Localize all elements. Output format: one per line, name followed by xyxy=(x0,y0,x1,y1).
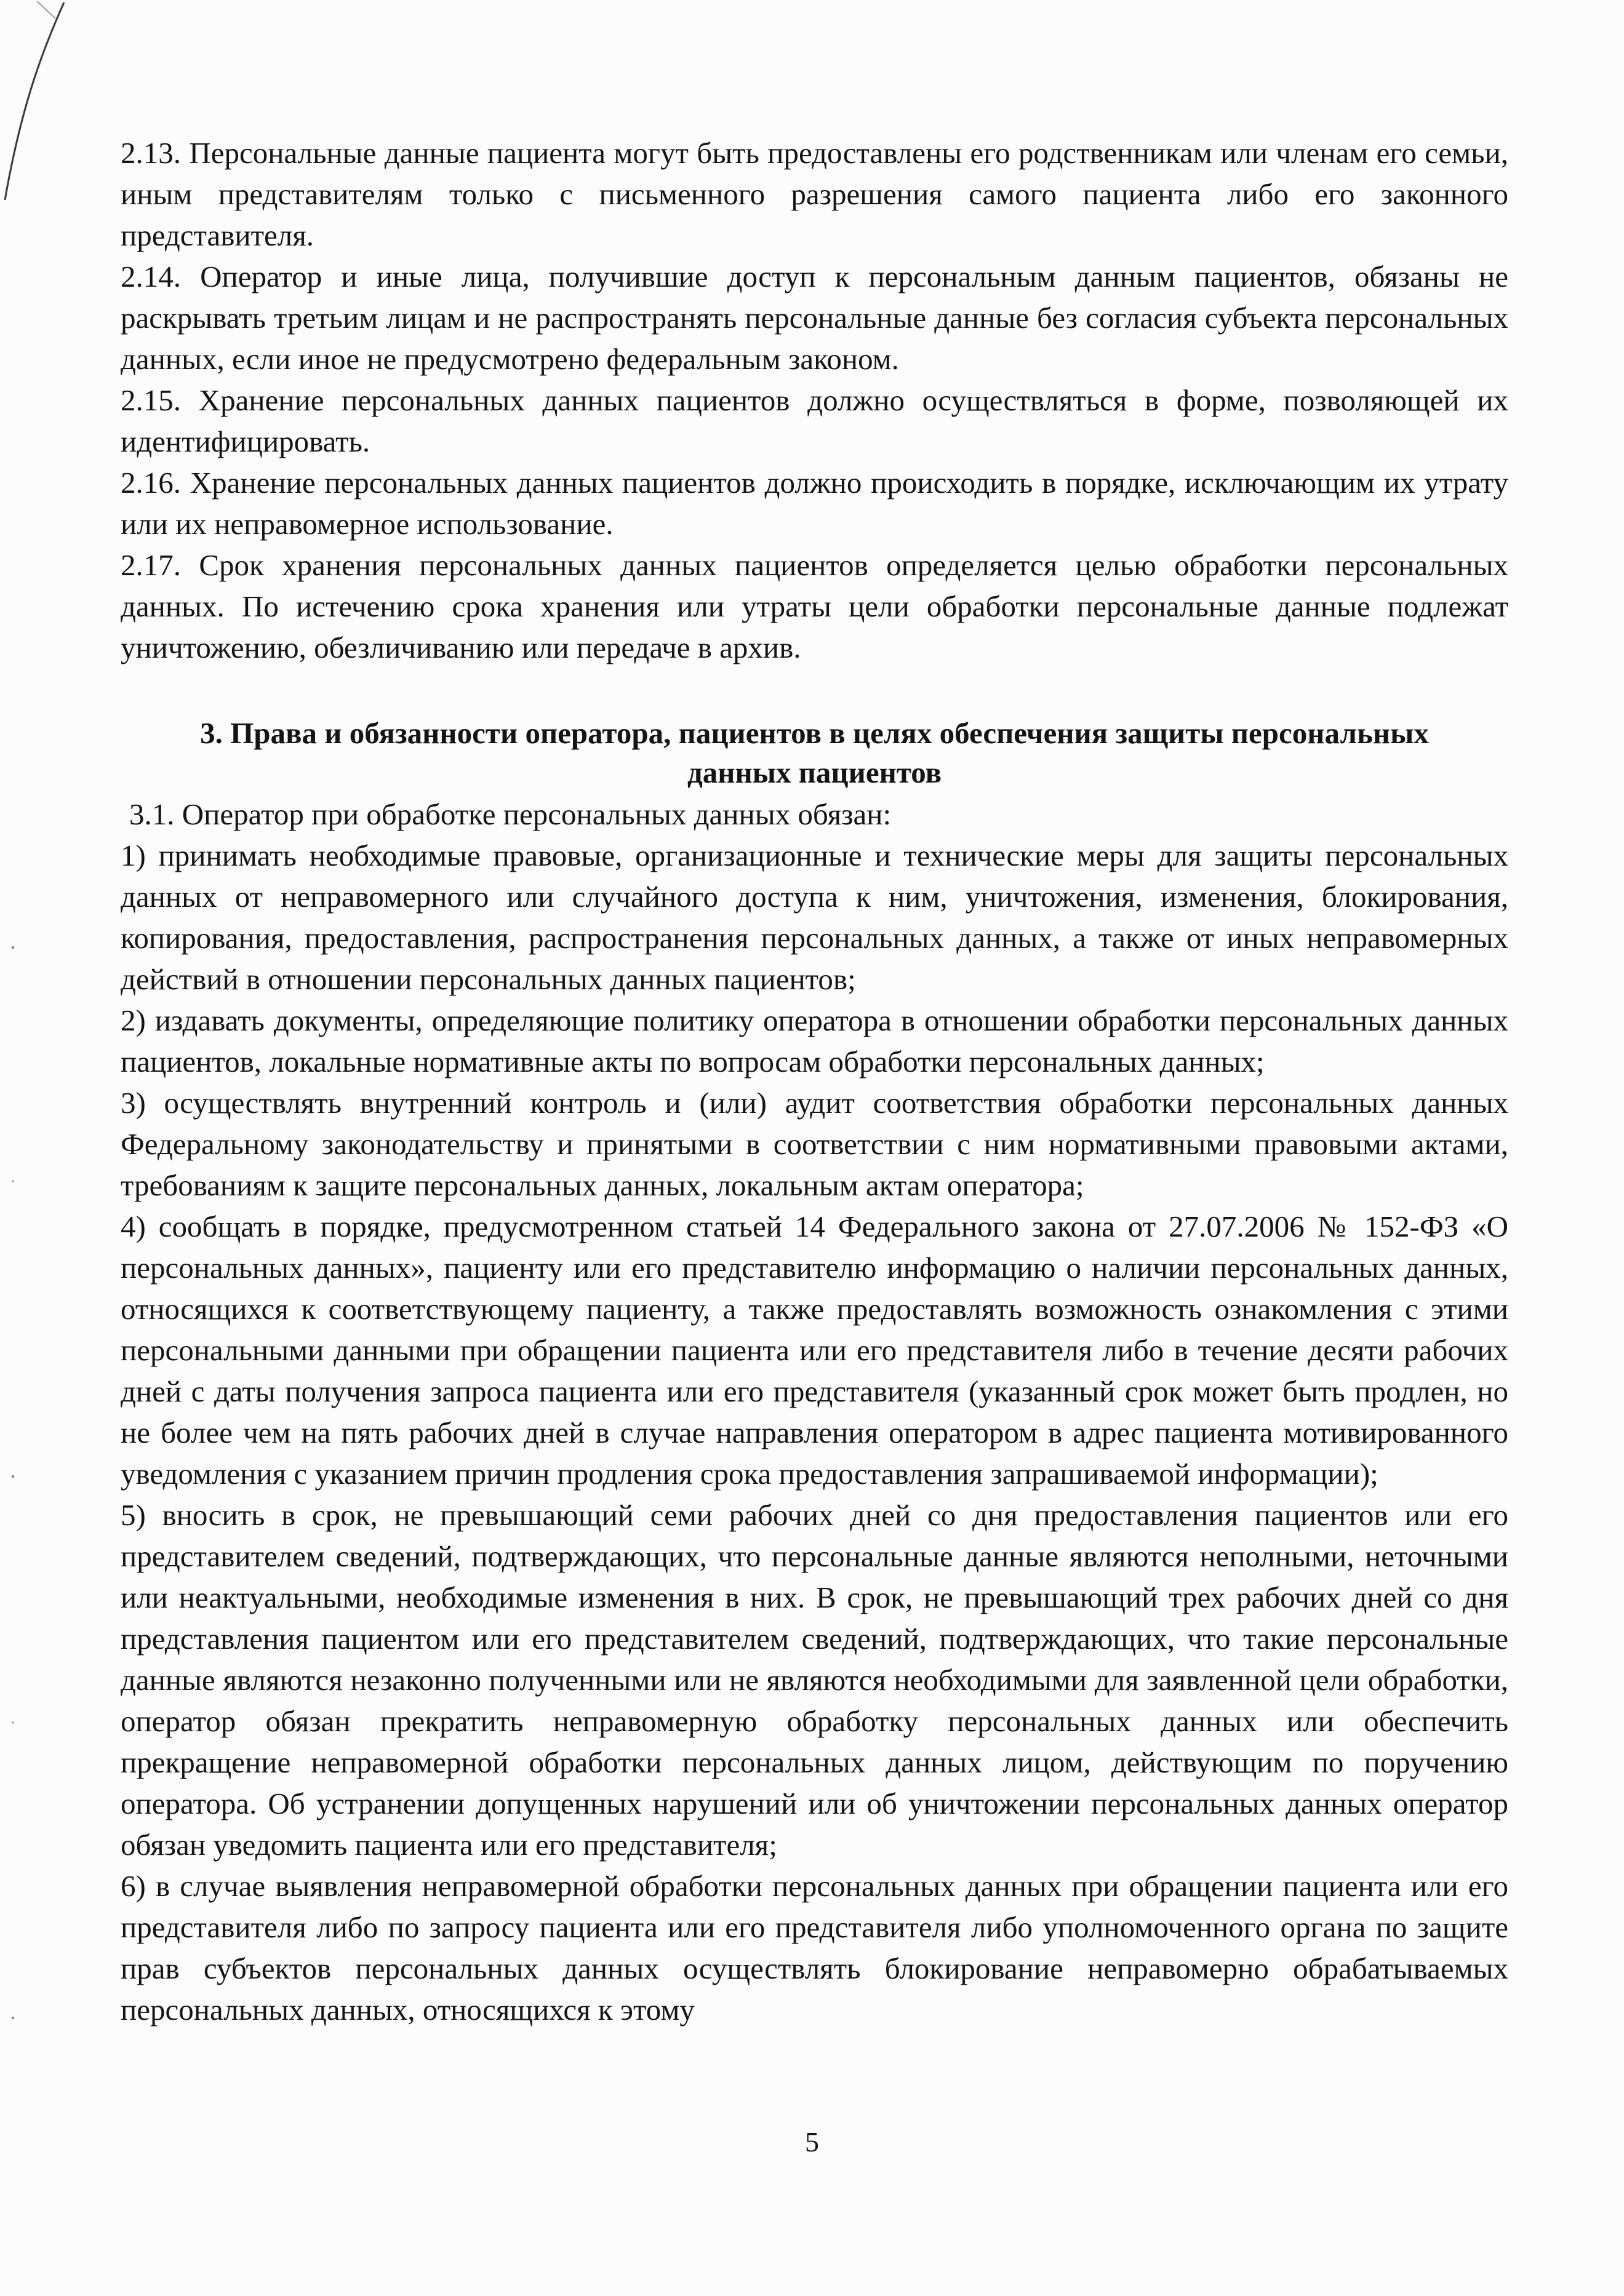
section-3-heading: 3. Права и обязанности оператора, пациентов в целях обеспечения защиты персональных данных пациентов xyxy=(200,716,1429,789)
list-item-4: 4) сообщать в порядке, предусмотренном статьей 14 Федерального закона от 27.07.2006 № 152-ФЗ «О персональных данных», пациенту или его представителю информацию о наличии персональных данных, относящихся к соответствующему пациенту, а также предоставлять возможность ознакомления с этими персональными данными при обращении пациента или его представителя либо в течение десяти рабочих дней с даты получения запроса пациента или его представителя (указанный срок может быть продлен, но не более чем на пять рабочих дней в случае направления оператором в адрес пациента мотивированного уведомления с указанием причин продления срока предоставления запрашиваемой информации); xyxy=(121,1210,1508,1491)
paragraph-2-15: 2.15. Хранение персональных данных пациентов должно осуществляться в форме, позволяющей их идентифицировать. xyxy=(121,383,1508,458)
document-body xyxy=(121,132,1508,2030)
list-item-3: 3) осуществлять внутренний контроль и (или) аудит соответствия обработки персональных данных Федеральному законодательству и принятыми в соответствии с ним нормативными правовыми актами, требованиям к защите персональных данных, локальным актам оператора; xyxy=(121,1086,1508,1202)
scan-speckles xyxy=(11,923,15,2092)
paragraph-2-14: 2.14. Оператор и иные лица, получившие доступ к персональным данным пациентов, обязаны не раскрывать третьим лицам и не распространять персональные данные без согласия субъекта персональных данных, если иное не предусмотрено федеральным законом. xyxy=(121,260,1508,376)
list-item-1: 1) принимать необходимые правовые, организационные и технические меры для защиты персональных данных от неправомерного или случайного доступа к ним, уничтожения, изменения, блокирования, копирования, предоставления, распространения персональных данных, а также от иных неправомерных действий в отношении персональных данных пациентов; xyxy=(121,839,1508,996)
section-3-1-intro: 3.1. Оператор при обработке персональных данных обязан: xyxy=(129,797,892,831)
list-item-2: 2) издавать документы, определяющие политику оператора в отношении обработки персональных данных пациентов, локальные нормативные акты по вопросам обработки персональных данных; xyxy=(121,1003,1508,1078)
paragraph-2-16: 2.16. Хранение персональных данных пациентов должно происходить в порядке, исключающим их утрату или их неправомерное использование. xyxy=(121,466,1508,541)
scan-edge-mark xyxy=(0,0,68,203)
paragraph-2-13: 2.13. Персональные данные пациента могут быть предоставлены его родственникам или членам его семьи, иным представителям только с письменного разрешения самого пациента либо его законного представителя. xyxy=(121,136,1508,252)
list-item-6: 6) в случае выявления неправомерной обработки персональных данных при обращении пациента или его представителя либо по запросу пациента или его представителя либо уполномоченного органа по защите прав субъектов персональных данных осуществлять блокирование неправомерно обрабатываемых персональных данных, относящихся к этому xyxy=(121,1869,1508,2027)
list-item-5: 5) вносить в срок, не превышающий семи рабочих дней со дня предоставления пациентов или его представителем сведений, подтверждающих, что персональные данные являются неполными, неточными или неактуальными, необходимые изменения в них. В срок, не превышающий трех рабочих дней со дня представления пациентом или его представителем сведений, подтверждающих, что такие персональные данные являются незаконно полученными или не являются необходимыми для заявленной цели обработки, оператор обязан прекратить неправомерную обработку персональных данных или обеспечить прекращение неправомерной обработки персональных данных лицом, действующим по поручению оператора. Об устранении допущенных нарушений или об уничтожении персональных данных оператор обязан уведомить пациента или его представителя; xyxy=(121,1498,1508,1862)
paragraph-2-17: 2.17. Срок хранения персональных данных пациентов определяется целью обработки персональных данных. По истечению срока хранения или утраты цели обработки персональные данные подлежат уничтожению, обезличиванию или передаче в архив. xyxy=(121,548,1508,664)
page-number: 5 xyxy=(805,2126,819,2158)
